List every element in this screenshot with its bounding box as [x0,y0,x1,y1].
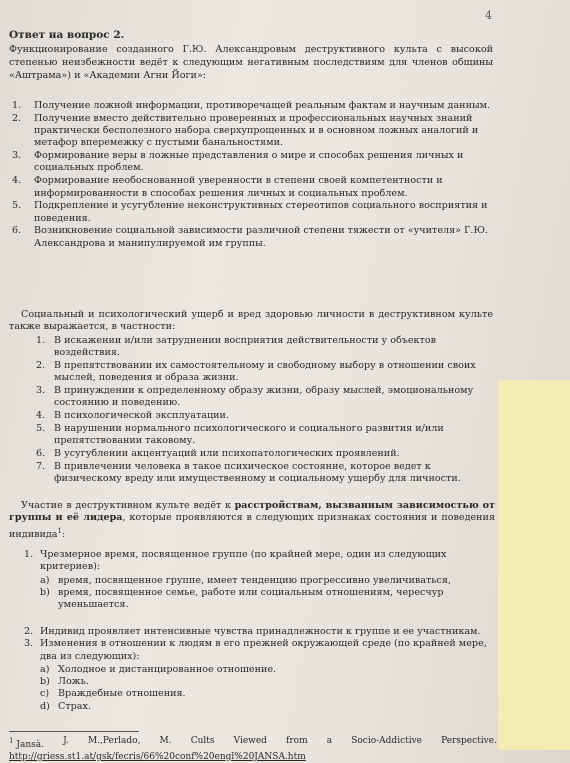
list-item: 3. Изменения в отношении к людям в его прежней окружающей среде (по крайней мере, два из следующих): a) Холодное и дистанцированное отношение. b) Ложь. c) Враждебные отношения. d) Страх. [24,638,494,713]
sticky-note [498,380,570,750]
list-item: 1. Чрезмерное время, посвященное группе (по крайней мере, один из следующих критериев): a) время, посвященное группе, имеет тенденцию прогрессивно увеличиваться, b) время, посвященное семье, работе или социальным отношениям, чересчур уменьшается. [24,549,494,611]
list-item: 2. Получение вместо действительно проверенных и профессиональных научных знаний практически бесполезного набора сверхупрощенных и в основном ложных аналогий и метафор вперемежку с пустыми банальностями. [12,112,479,149]
harm-paragraph: Социальный и психологический ущерб и вред здоровью личности в деструктивном культе также выражается, в частности: [9,309,493,333]
dependency-paragraph: Участие в деструктивном культе ведёт к расстройствам, вызванным зависимостью от группы и её лидера, которые проявляются в следующих признаках состояния и поведения индивида$^1$: [9,500,495,540]
footnote-link[interactable]: http://griess.st1.at/gsk/fecris/66%20conf%20engl%20JANSA.htm [9,752,306,762]
section-title: Ответ на вопрос 2. [9,29,125,41]
list-item: 6. Возникновение социальной зависимости различной степени тяжести от «учителя» Г.Ю. Александрова и манипулируемой им группы. [12,225,488,249]
list-item: 6. В усугублении акцентуаций или психопатологических проявлений. [36,448,400,460]
list-item: 1. Получение ложной информации, противоречащей реальным фактам и научным данным. [12,100,491,111]
list-item: 5. В нарушении нормального психологического и социального развития и/или препятствовании таковому. [36,423,444,447]
sub-list [40,575,494,612]
footnote [9,735,497,763]
signs-list-continued [24,626,494,713]
list-item: 5. Подкрепление и усугубление неконструктивных стереотипов социального восприятия и поведения. [12,200,488,224]
list-item: 3. В принуждении к определенному образу жизни, образу мыслей, эмоциональному состоянию и поведению. [36,385,474,409]
list-item: 1. В искажении и/или затруднении восприятия действительности у объектов воздействия. [36,335,437,359]
harms-list [36,335,494,486]
signs-list [24,549,494,611]
sub-list-item: a) время, посвященное группе, имеет тенденцию прогрессивно увеличиваться, [40,574,451,586]
list-item: 2. Индивид проявляет интенсивные чувства принадлежности к группе и ее участникам. [24,626,481,637]
list-item: 7. В привлечении человека в такое психическое состояние, которое ведет к физическому вреду или имущественному и социальному ущербу для личности. [36,460,461,485]
list-item: 4. В психологической эксплуатации. [36,410,229,422]
page-number: 4 [485,9,492,22]
footnote-divider [9,731,139,732]
footnote-ref[interactable]: 1 [57,526,62,535]
sub-list-item: b) Ложь. [40,676,89,688]
sub-list-item: c) Враждебные отношения. [40,688,186,700]
intro-paragraph: Функционирование созданного Г.Ю. Александровым деструктивного культа с высокой степенью неизбежности ведёт к следующим негативным последствиям для членов общины «Аштрама») и «Академии Агни Йоги»: [9,44,493,81]
bold-phrase: расстройствам, вызванным зависимостью от группы и её лидера [9,500,495,524]
footnote-citation: $^1$ Jansà. J. M.,Perlado, M. Cults Viewed from a Socio-Addictive Perspective. [9,736,497,750]
sub-list-item: b) время, посвященное семье, работе или социальным отношениям, чересчур уменьшается. [40,586,444,611]
list-item: 3. Формирование веры в ложные представления о мире и способах решения личных и социальных проблем. [12,150,464,174]
list-item: 2. В препятствовании их самостоятельному и свободному выбору в отношении своих мыслей, поведения и образа жизни. [36,360,476,384]
consequences-list [12,100,492,251]
sub-list-item: d) Страх. [40,700,91,712]
sub-list [40,664,494,713]
list-item: 4. Формирование необоснованной уверенности в степени своей компетентности и информированности в способах решения личных и социальных проблем. [12,175,443,199]
sub-list-item: a) Холодное и дистанцированное отношение. [40,663,277,675]
